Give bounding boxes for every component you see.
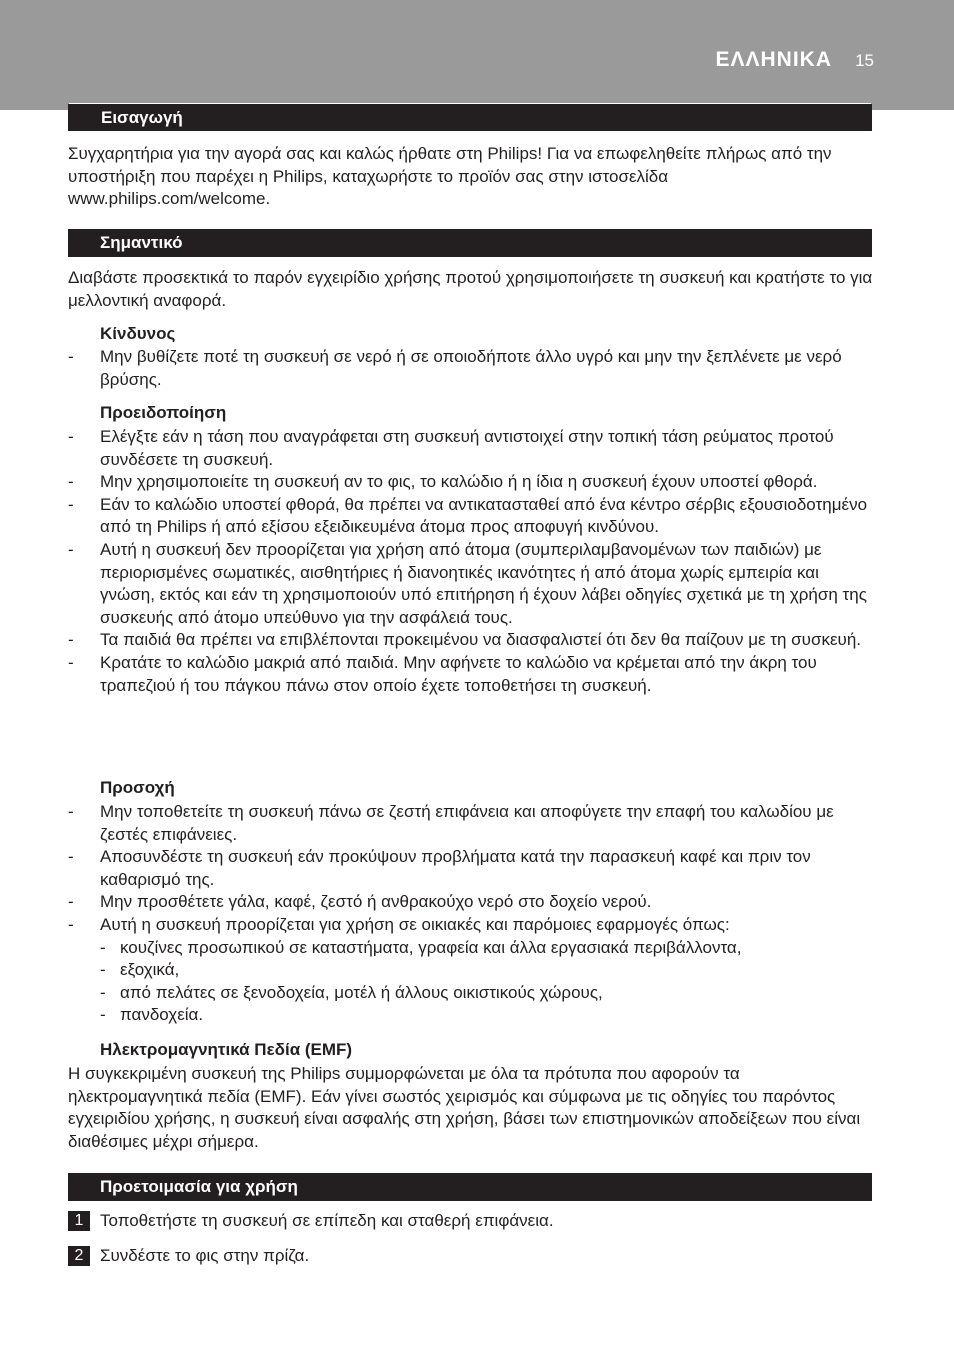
list-item: - πανδοχεία. [100,1005,204,1025]
danger-heading: Κίνδυνος [100,324,176,343]
section-title: Προετοιμασία για χρήση [100,1177,298,1196]
list-item: - Μην βυθίζετε ποτέ τη συσκευή σε νερό ή σε οποιοδήποτε άλλο υγρό και μην την ξεπλένετε με νερό βρύσης. [68,347,842,389]
caution-sublist [100,937,874,1027]
step-text: Τοποθετήστε τη συσκευή σε επίπεδη και σταθερή επιφάνεια. [100,1211,554,1230]
section-header-intro [68,103,872,131]
list-item: - κουζίνες προσωπικού σε καταστήματα, γραφεία και άλλα εργασιακά περιβάλλοντα, [100,937,742,957]
language-label: ΕΛΛΗΝΙΚΑ [715,48,832,71]
list-item: - Μην προσθέτετε γάλα, καφέ, ζεστό ή ανθρακούχο νερό στο δοχείο νερού. [68,892,652,912]
danger-list [68,346,874,391]
section-header-important [68,229,872,257]
step-2 [68,1245,309,1267]
list-item: - Τα παιδιά θα πρέπει να επιβλέπονται προκειμένου να διασφαλιστεί ότι δεν θα παίζουν με τη συσκευή. [68,630,862,650]
emf-heading: Ηλεκτρομαγνητικά Πεδία (EMF) [100,1040,353,1059]
page-header [0,0,954,110]
list-item: - Αποσυνδέστε τη συσκευή εάν προκύψουν προβλήματα κατά την παρασκευή καφέ και πριν τον καθαρισμό της. [68,847,811,889]
warning-heading: Προειδοποίηση [100,403,227,422]
step-1 [68,1210,554,1232]
step-number: 2 [68,1246,90,1266]
caution-heading: Προσοχή [100,778,175,797]
list-item: - Εάν το καλώδιο υποστεί φθορά, θα πρέπει να αντικατασταθεί από ένα κέντρο σέρβις εξουσιοδοτημένο από τη Philips ή από εξίσου εξειδικευμένα άτομα προς αποφυγή κινδύνου. [68,494,868,537]
intro-text: Συγχαρητήρια για την αγορά σας και καλώς ήρθατε στη Philips! Για να επωφεληθείτε πλήρως από την υποστήριξη που παρέχει η Philips, καταχωρήστε το προϊόν σας στην ιστοσελίδα www.philips.com/welcome. [68,144,832,209]
section-title: Εισαγωγή [101,108,183,127]
list-item: - Κρατάτε το καλώδιο μακριά από παιδιά. Μην αφήνετε το καλώδιο να κρέμεται από την άκρη του τραπεζιού ή του πάγκου πάνω στον οποίο έχετε τοποθετήσει τη συσκευή. [68,652,817,695]
important-text: Διαβάστε προσεκτικά το παρόν εγχειρίδιο χρήσης προτού χρησιμοποιήσετε τη συσκευή και κρατήστε το για μελλοντική αναφορά. [68,268,873,310]
section-title: Σημαντικό [100,233,183,252]
list-item: - Αυτή η συσκευή προορίζεται για χρήση σε οικιακές και παρόμοιες εφαρμογές όπως: - κουζίνες προσωπικού σε καταστήματα, γραφεία και άλλα εργασιακά περιβάλλοντα, - εξοχικά, - από πελάτες σε ξενοδοχεία, μοτέλ ή άλλους οικιστικούς χώρους, - πανδοχεία. [68,914,874,1027]
page-number: 15 [855,51,874,70]
list-item: - εξοχικά, [100,960,180,980]
list-item: - από πελάτες σε ξενοδοχεία, μοτέλ ή άλλους οικιστικούς χώρους, [100,982,603,1002]
caution-list [68,801,874,1027]
step-text: Συνδέστε το φις στην πρίζα. [100,1246,310,1265]
warning-list [68,426,874,697]
list-item: - Αυτή η συσκευή δεν προορίζεται για χρήση από άτομα (συμπεριλαμβανομένων των παιδιών) με περιορισμένες σωματικές, αισθητήριες ή διανοητικές ικανότητες ή από άτομα χωρίς εμπειρία και γνώση, εκτός και εάν τη χρησιμοποιούν υπό επιτήρηση ή έχουν λάβει οδηγίες σχετικά με τη χρήση της συσκευής από άτομο υπεύθυνο για την ασφάλειά τους. [68,539,867,627]
emf-text: Η συγκεκριμένη συσκευή της Philips συμμορφώνεται με όλα τα πρότυπα που αφορούν τα ηλεκτρομαγνητικά πεδία (EMF). Εάν γίνει σωστός χειρισμός και σύμφωνα με τις οδηγίες του παρόντος εγχειριδίου χρήσης, η συσκευή είναι ασφαλής στη χρήση, βάσει των επιστημονικών αποδείξεων που είναι διαθέσιμες μέχρι σήμερα. [68,1064,861,1151]
list-item: - Ελέγξτε εάν η τάση που αναγράφεται στη συσκευή αντιστοιχεί στην τοπική τάση ρεύματος προτού συνδέσετε τη συσκευή. [68,427,834,469]
list-item: - Μην χρησιμοποιείτε τη συσκευή αν το φις, το καλώδιο ή η ίδια η συσκευή έχουν υποστεί φθορά. [68,472,818,492]
list-item: - Μην τοποθετείτε τη συσκευή πάνω σε ζεστή επιφάνεια και αποφύγετε την επαφή του καλωδίου με ζεστές επιφάνειες. [68,802,834,844]
step-number: 1 [68,1211,90,1231]
section-header-preparation [68,1173,872,1201]
